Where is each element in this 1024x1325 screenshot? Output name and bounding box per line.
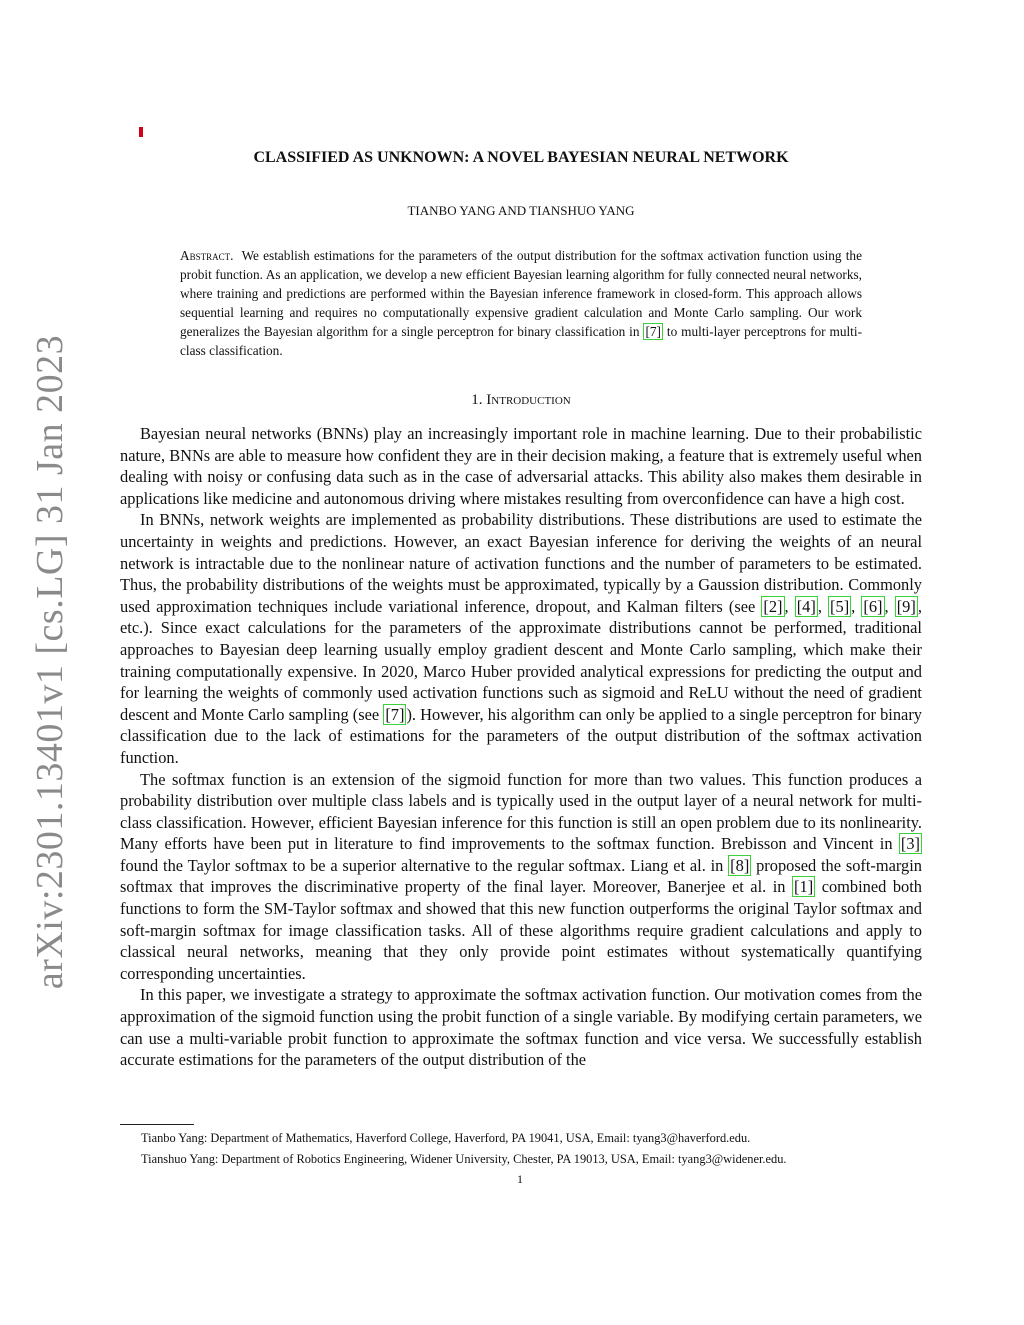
body-text [120,423,922,1071]
footnote: Tianshuo Yang: Department of Robotics Engineering, Widener University, Chester, PA 19013, USA, Email: tyang3@widener.edu. [141,1152,787,1166]
abstract-text-end: to multi-layer perceptrons for multi-class classification. [180,324,862,358]
separator: , [884,596,889,616]
paper-authors: TIANBO YANG AND TIANSHUO YANG [407,203,635,218]
paragraph-text: Bayesian neural networks (BNNs) play an increasingly important role in machine learning. Due to their probabilistic nature, BNNs are able to measure how confident they are in their decision making, a feature that is extremely useful when dealing with noisy or confusing data such as in the case of adversarial attacks. This ability also makes them desirable in applications like medicine and autonomous driving where mistakes resulting from overconfidence can have a high cost. [120,424,922,508]
paragraph-text: The softmax function is an extension of the sigmoid function for more than two values. This function produces a probability distribution over multiple class labels and is typically used in the output layer of a neural network for multi-class classification. However, efficient Bayesian inference for this function is still an open problem due to its nonlinearity. Many efforts have been put in literature to find improvements to the softmax function. Brebisson and Vincent in [120,769,922,854]
citation-link[interactable]: [7] [645,324,661,339]
paper-title: CLASSIFIED AS UNKNOWN: A NOVEL BAYESIAN NEURAL NETWORK [253,149,789,166]
abstract-heading: Abstract. [180,248,234,263]
paragraph-text: found the Taylor softmax to be a superior alternative to the regular softmax. Liang et al. in [120,855,724,875]
red-marker [139,127,143,137]
footnote-rule [120,1124,194,1125]
paragraph [120,509,922,768]
footnote: Tianbo Yang: Department of Mathematics, Haverford College, Haverford, PA 19041, USA, Email: tyang3@haverford.edu. [141,1131,751,1145]
citation-link[interactable]: [7] [385,704,405,724]
citation-link[interactable]: [8] [730,855,750,875]
citation-link[interactable]: [5] [830,596,850,616]
separator: , [817,596,822,616]
separator: , [784,596,789,616]
paragraph-text: , etc.). Since exact calculations for the parameters of the approximate distributions cannot be performed, traditional approaches to Bayesian deep learning usually employ gradient descent and Monte Carlo sampling, which make their training computationally expensive. In 2020, Marco Huber provided analytical expressions for predicting the output and for learning the weights of commonly used activation functions such as sigmoid and ReLU without the need of gradient descent and Monte Carlo sampling (see [120,596,922,724]
page-number: 1 [517,1172,523,1186]
paragraph-text: combined both functions to form the SM-Taylor softmax and showed that this new function outperforms the original Taylor softmax and soft-margin softmax for image classification tasks. All of these algorithms require gradient calculations and apply to classical neural networks, meaning that they only provide point estimates without systematically quantifying corresponding uncertainties. [120,877,923,983]
section-number: 1. [471,392,483,408]
citation-link[interactable]: [2] [763,596,783,616]
paragraph-text: In this paper, we investigate a strategy to approximate the softmax activation function. Our motivation comes from the approximation of the sigmoid function using the probit function of a single variable. By modifying certain parameters, we can use a multi-variable probit function to approximate the softmax function and vice versa. We successfully establish accurate estimations for the parameters of the output distribution of the [120,985,922,1070]
section-heading [120,392,922,409]
citation-link[interactable]: [1] [794,877,814,897]
citation-link[interactable]: [3] [900,834,920,854]
paragraph-text: proposed the soft-margin softmax that improves the discriminative property of the final layer. Moreover, Banerjee et al. in [120,855,923,897]
paragraph [120,769,922,985]
citation-link[interactable]: [9] [896,596,916,616]
abstract-text: We establish estimations for the parameters of the output distribution for the softmax activation function using the probit function. As an application, we develop a new efficient Bayesian learning algorithm for fully connected neural networks, where training and predictions are performed within the Bayesian inference framework in closed-form. This approach allows sequential learning and requires no computationally expensive gradient calculation and Monte Carlo sampling. Our work generalizes the Bayesian algorithm for a single perceptron for binary classification in [180,248,862,339]
section-title: Introduction [486,392,571,408]
paragraph [120,423,922,509]
arxiv-identifier[interactable]: arXiv:2301.13401v1 [cs.LG] 31 Jan 2023 [29,334,71,990]
paragraph-text: In BNNs, network weights are implemented as probability distributions. These distributions are used to estimate the uncertainty in weights and predictions. However, an exact Bayesian inference for deriving the weights of an neural network is intractable due to the nonlinear nature of activation functions and the number of parameters to be estimated. Thus, the probability distributions of the weights must be approximated, typically by a Gaussion distribution. Commonly used approximation techniques include variational inference, dropout, and Kalman filters (see [120,510,922,616]
paragraph [120,984,922,1070]
abstract [180,246,862,360]
citation-link[interactable]: [4] [796,596,816,616]
separator: , [851,596,856,616]
paragraph-text: ). However, his algorithm can only be applied to a single perceptron for binary classification due to the lack of estimations for the parameters of the output distribution of the softmax activation function. [120,704,922,767]
citation-link[interactable]: [6] [863,596,883,616]
